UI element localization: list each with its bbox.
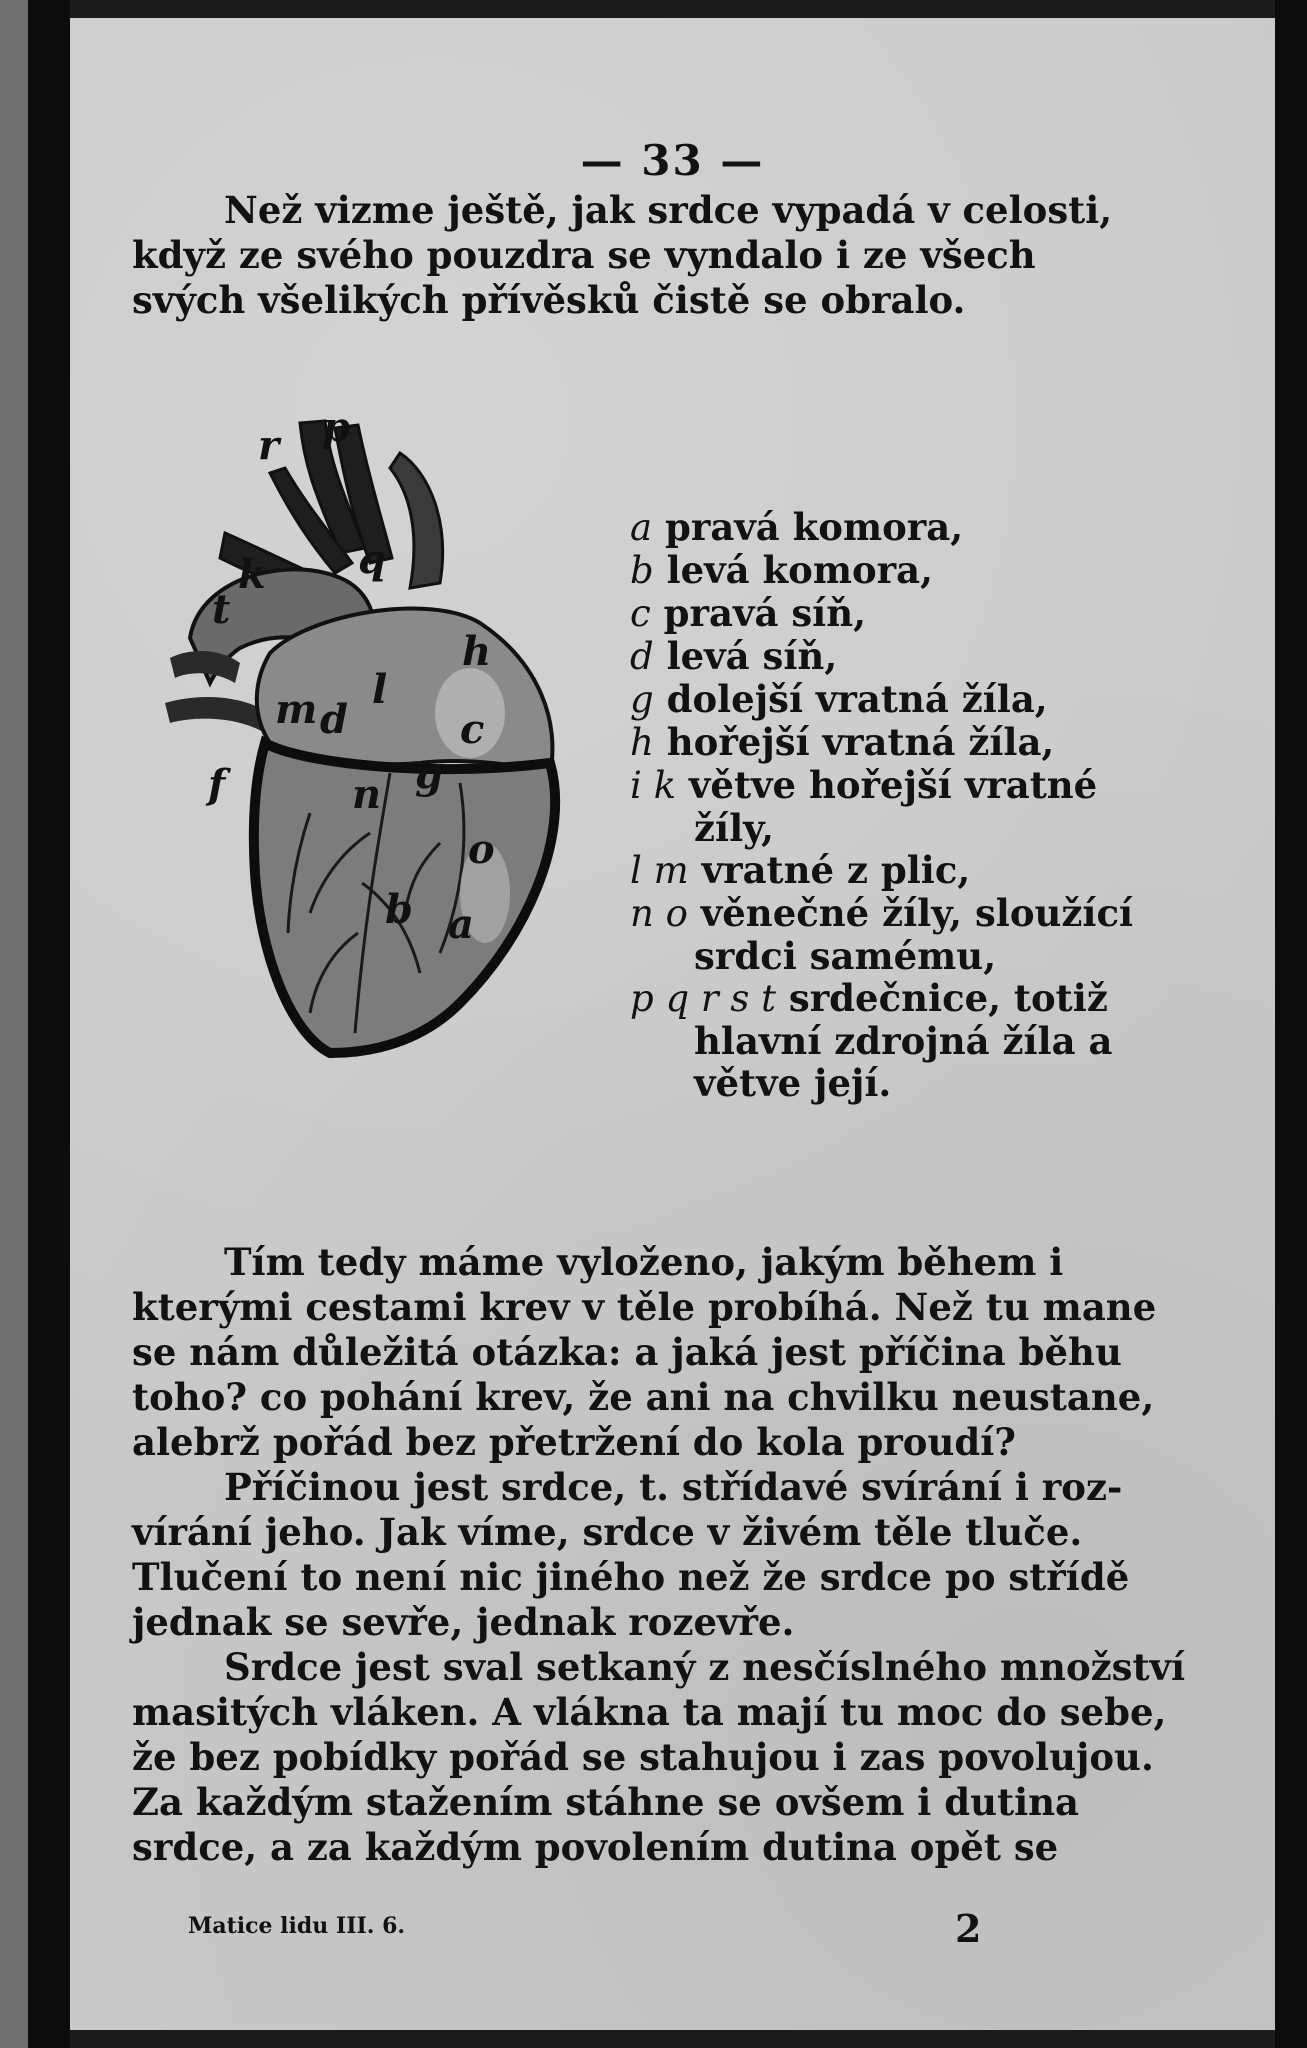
body-line: Příčinou jest srdce, t. střídavé svírání i roz- <box>224 1465 1123 1509</box>
legend-text: pravá komora, <box>664 505 964 549</box>
legend-item <box>630 977 1230 1020</box>
figure-label-c: c <box>460 706 485 753</box>
body-line: masitých vláken. A vlákna ta mají tu moc do sebe, <box>132 1690 1167 1734</box>
legend-continuation: žíly, <box>694 806 774 850</box>
book-page <box>70 18 1275 2030</box>
legend-continuation: větve její. <box>694 1061 892 1105</box>
legend-item <box>630 592 1230 635</box>
figure-label-r: r <box>258 422 280 469</box>
body-line: srdce, a za každým povolením dutina opět se <box>132 1825 1059 1869</box>
heart-illustration <box>130 413 690 1243</box>
legend-text: větve hořejší vratné <box>688 763 1098 807</box>
body-line: Tím tedy máme vyloženo, jakým během i <box>224 1240 1064 1284</box>
figure-label-h: h <box>462 628 492 675</box>
legend-key: l m <box>630 849 689 892</box>
figure-label-k: k <box>238 551 266 598</box>
figure-label-d: d <box>320 696 348 743</box>
legend-key: i k <box>630 764 677 807</box>
legend-item <box>630 721 1230 764</box>
legend-text: hořejší vratná žíla, <box>666 720 1055 764</box>
body-line: že bez pobídky pořád se stahujou i zas povolujou. <box>132 1735 1154 1779</box>
figure-label-f: f <box>208 761 226 808</box>
legend-key: d <box>630 635 654 678</box>
legend-item <box>630 849 1230 892</box>
legend-key: c <box>630 592 651 635</box>
legend-key: n o <box>630 892 688 935</box>
footer-signature: Matice lidu III. 6. <box>188 1913 406 1939</box>
body-line: Srdce jest sval setkaný z nesčíslného množství <box>224 1645 1186 1689</box>
intro-line: když ze svého pouzdra se vyndalo i ze všech <box>132 233 1036 277</box>
legend-item <box>630 678 1230 721</box>
legend-key: h <box>630 721 654 764</box>
footer-sheet-number: 2 <box>955 1906 982 1951</box>
body-line: Za každým stažením stáhne se ovšem i dutina <box>132 1780 1080 1824</box>
body-line: Tlučení to není nic jiného než že srdce po střídě <box>132 1555 1130 1599</box>
scan-left-margin <box>0 0 28 2048</box>
intro-line: svých všelikých přívěsků čistě se obralo. <box>132 278 966 322</box>
body-line: se nám důležitá otázka: a jaká jest příčina běhu <box>132 1330 1122 1374</box>
legend-text: srdečnice, totiž <box>788 976 1108 1020</box>
legend-item <box>630 892 1230 935</box>
legend-item <box>630 764 1230 807</box>
body-text <box>132 1240 1214 1870</box>
figure-label-p: p <box>322 413 350 451</box>
legend-continuation: srdci samému, <box>694 934 997 978</box>
legend-key: g <box>630 678 654 721</box>
scan-right-edge <box>1275 0 1307 2048</box>
legend-continuation: hlavní zdrojná žíla a <box>694 1019 1113 1063</box>
legend-text: levá komora, <box>666 548 934 592</box>
figure-label-g: g <box>415 751 443 798</box>
figure-label-a: a <box>448 901 474 948</box>
intro-line: Než vizme ještě, jak srdce vypadá v celosti, <box>224 188 1113 232</box>
legend-text: dolejší vratná žíla, <box>666 677 1048 721</box>
legend-item <box>630 506 1230 549</box>
scan-gutter <box>28 0 70 2048</box>
legend-text: pravá síň, <box>663 591 866 635</box>
legend-key: b <box>630 549 654 592</box>
legend-key: a <box>630 506 653 549</box>
figure-label-q: q <box>358 536 386 583</box>
legend-text: vratné z plic, <box>701 848 971 892</box>
figure-label-m: m <box>275 686 318 733</box>
legend-text: levá síň, <box>666 634 838 678</box>
body-line: toho? co pohání krev, že ani na chvilku neustane, <box>132 1375 1155 1419</box>
figure-label-n: n <box>352 771 382 818</box>
figure-label-b: b <box>385 886 413 933</box>
legend-text: věnečné žíly, sloužící <box>700 891 1134 935</box>
body-line: vírání jeho. Jak víme, srdce v živém těle tluče. <box>132 1510 1083 1554</box>
figure-legend <box>630 506 1230 1104</box>
intro-paragraph <box>132 188 1214 323</box>
legend-key: p q r s t <box>630 977 776 1020</box>
figure-label-t: t <box>212 586 231 633</box>
legend-item <box>630 635 1230 678</box>
legend-item <box>630 549 1230 592</box>
body-line: alebrž pořád bez přetržení do kola proudí? <box>132 1420 1016 1464</box>
page-number: — 33 — <box>580 136 765 185</box>
body-line: kterými cestami krev v těle probíhá. Než tu mane <box>132 1285 1157 1329</box>
body-line: jednak se sevře, jednak rozevře. <box>132 1600 795 1644</box>
figure-label-o: o <box>468 826 495 873</box>
figure-label-l: l <box>372 666 388 713</box>
